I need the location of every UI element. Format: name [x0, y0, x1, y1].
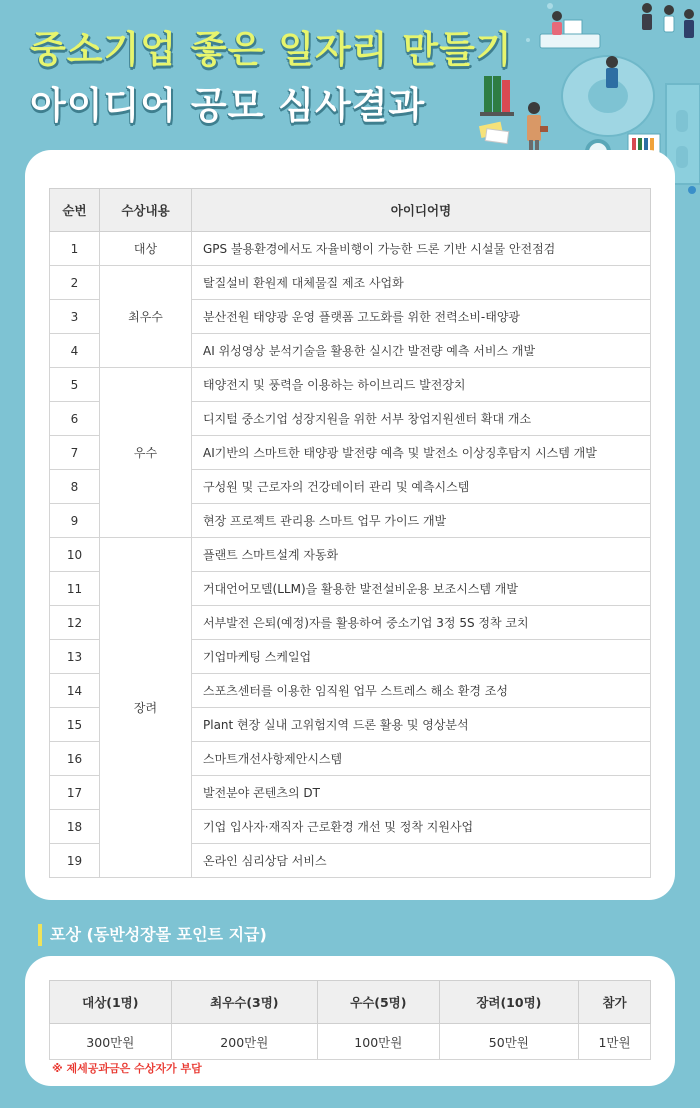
idea-name: 태양전지 및 풍력을 이용하는 하이브리드 발전장치 [192, 368, 651, 402]
award-cell: 장려 [100, 538, 192, 878]
row-number: 6 [50, 402, 100, 436]
idea-name: 거대언어모델(LLM)을 활용한 발전설비운용 보조시스템 개발 [192, 572, 651, 606]
row-number: 2 [50, 266, 100, 300]
row-number: 1 [50, 232, 100, 266]
prize-heading: 포상 (동반성장몰 포인트 지급) [38, 924, 267, 946]
page-title [30, 22, 513, 134]
table-row [50, 538, 651, 572]
results-card [25, 150, 675, 900]
row-number: 17 [50, 776, 100, 810]
award-cell: 최우수 [100, 266, 192, 368]
prize-header-excellence: 최우수(3명) [171, 981, 317, 1024]
prize-header-encouragement: 장려(10명) [439, 981, 578, 1024]
row-number: 18 [50, 810, 100, 844]
idea-name: AI 위성영상 분석기술을 활용한 실시간 발전량 예측 서비스 개발 [192, 334, 651, 368]
prize-header-participation: 참가 [579, 981, 651, 1024]
results-header-row [50, 189, 651, 232]
row-number: 13 [50, 640, 100, 674]
prize-value-participation: 1만원 [579, 1024, 651, 1060]
idea-name: 스포츠센터를 이용한 임직원 업무 스트레스 해소 환경 조성 [192, 674, 651, 708]
table-row [50, 232, 651, 266]
tax-note: ※ 제세공과금은 수상자가 부담 [52, 1062, 202, 1075]
idea-name: 플랜트 스마트설계 자동화 [192, 538, 651, 572]
idea-name: 현장 프로젝트 관리용 스마트 업무 가이드 개발 [192, 504, 651, 538]
row-number: 19 [50, 844, 100, 878]
idea-name: 온라인 심리상담 서비스 [192, 844, 651, 878]
prize-card [25, 956, 675, 1086]
idea-name: 탈질설비 환원제 대체물질 제조 사업화 [192, 266, 651, 300]
idea-name: GPS 불용환경에서도 자율비행이 가능한 드론 기반 시설물 안전점검 [192, 232, 651, 266]
column-header-award: 수상내용 [100, 189, 192, 232]
results-body [50, 232, 651, 878]
prize-value-grand: 300만원 [50, 1024, 172, 1060]
award-cell: 대상 [100, 232, 192, 266]
row-number: 15 [50, 708, 100, 742]
idea-name: 스마트개선사항제안시스템 [192, 742, 651, 776]
table-row [50, 368, 651, 402]
prize-value-merit: 100만원 [318, 1024, 440, 1060]
idea-name: 디지털 중소기업 성장지원을 위한 서부 창업지원센터 확대 개소 [192, 402, 651, 436]
award-cell: 우수 [100, 368, 192, 538]
title-line-2: 아이디어 공모 심사결과 [30, 84, 426, 127]
idea-name: 기업마케팅 스케일업 [192, 640, 651, 674]
table-row [50, 266, 651, 300]
idea-name: 기업 입사자·재직자 근로환경 개선 및 정착 지원사업 [192, 810, 651, 844]
prize-header-grand: 대상(1명) [50, 981, 172, 1024]
results-table [49, 188, 651, 878]
row-number: 5 [50, 368, 100, 402]
prize-header-row [50, 981, 651, 1024]
idea-name: 분산전원 태양광 운영 플랫폼 고도화를 위한 전력소비-태양광 [192, 300, 651, 334]
column-header-idea: 아이디어명 [192, 189, 651, 232]
prize-table [49, 980, 651, 1060]
row-number: 9 [50, 504, 100, 538]
idea-name: 구성원 및 근로자의 건강데이터 관리 및 예측시스템 [192, 470, 651, 504]
row-number: 16 [50, 742, 100, 776]
row-number: 3 [50, 300, 100, 334]
row-number: 11 [50, 572, 100, 606]
prize-value-row [50, 1024, 651, 1060]
idea-name: AI기반의 스마트한 태양광 발전량 예측 및 발전소 이상징후탐지 시스템 개발 [192, 436, 651, 470]
row-number: 14 [50, 674, 100, 708]
row-number: 7 [50, 436, 100, 470]
row-number: 4 [50, 334, 100, 368]
prize-value-excellence: 200만원 [171, 1024, 317, 1060]
row-number: 10 [50, 538, 100, 572]
row-number: 8 [50, 470, 100, 504]
idea-name: Plant 현장 실내 고위험지역 드론 활용 및 영상분석 [192, 708, 651, 742]
prize-value-encouragement: 50만원 [439, 1024, 578, 1060]
idea-name: 발전분야 콘텐츠의 DT [192, 776, 651, 810]
prize-header-merit: 우수(5명) [318, 981, 440, 1024]
column-header-number: 순번 [50, 189, 100, 232]
row-number: 12 [50, 606, 100, 640]
title-line-1: 중소기업 좋은 일자리 만들기 [30, 28, 513, 71]
idea-name: 서부발전 은퇴(예정)자를 활용하여 중소기업 3정 5S 정착 코치 [192, 606, 651, 640]
